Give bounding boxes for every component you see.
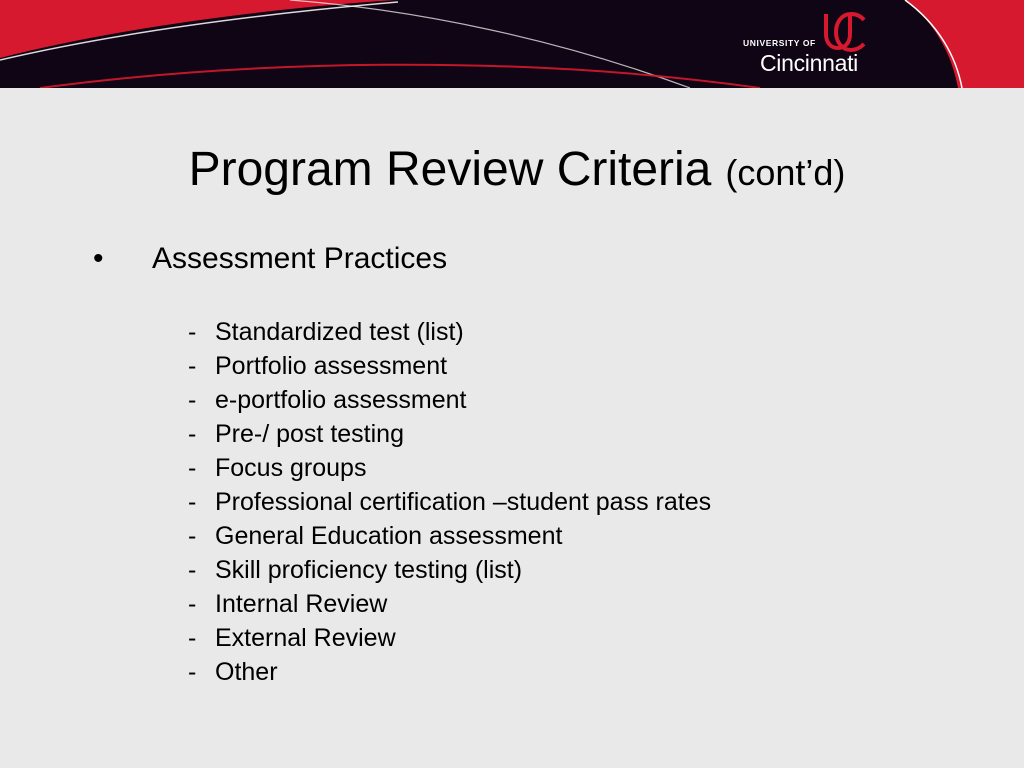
list-item (188, 587, 711, 621)
list-item (188, 451, 711, 485)
list-item (188, 349, 711, 383)
list-item (188, 417, 711, 451)
list-item-text: Pre-/ post testing (215, 420, 404, 448)
bullet-marker: • (93, 242, 104, 275)
dash-marker: - (188, 352, 197, 380)
uc-monogram-icon (820, 12, 868, 54)
list-item-text: Other (215, 658, 278, 686)
slide-title (0, 142, 1024, 197)
dash-marker: - (188, 386, 197, 414)
list-item (188, 621, 711, 655)
bullet-text: Assessment Practices (152, 242, 448, 275)
slide-title-main: Program Review Criteria (188, 143, 712, 196)
slide-title-sub: (cont’d) (725, 152, 846, 193)
list-item (188, 655, 711, 689)
header-banner (0, 0, 1024, 88)
logo-cincinnati-text: Cincinnati (760, 50, 858, 76)
list-item (188, 315, 711, 349)
university-logo (740, 12, 890, 78)
dash-marker: - (188, 522, 197, 550)
list-item-text: Internal Review (215, 590, 388, 618)
list-item (188, 485, 711, 519)
dash-marker: - (188, 624, 197, 652)
list-item (188, 553, 711, 587)
sub-item-list (188, 315, 711, 689)
list-item-text: Professional certification –student pass rates (215, 488, 712, 516)
list-item-text: Focus groups (215, 454, 367, 482)
list-item (188, 383, 711, 417)
list-item-text: Skill proficiency testing (list) (215, 556, 523, 584)
list-item-text: External Review (215, 624, 396, 652)
list-item-text: Standardized test (list) (215, 318, 464, 346)
dash-marker: - (188, 454, 197, 482)
list-item (188, 519, 711, 553)
list-item-text: General Education assessment (215, 522, 563, 550)
logo-university-of-text: UNIVERSITY OF (743, 38, 816, 48)
dash-marker: - (188, 658, 197, 686)
dash-marker: - (188, 556, 197, 584)
dash-marker: - (188, 488, 197, 516)
dash-marker: - (188, 590, 197, 618)
dash-marker: - (188, 318, 197, 346)
list-item-text: Portfolio assessment (215, 352, 448, 380)
dash-marker: - (188, 420, 197, 448)
list-item-text: e-portfolio assessment (215, 386, 467, 414)
